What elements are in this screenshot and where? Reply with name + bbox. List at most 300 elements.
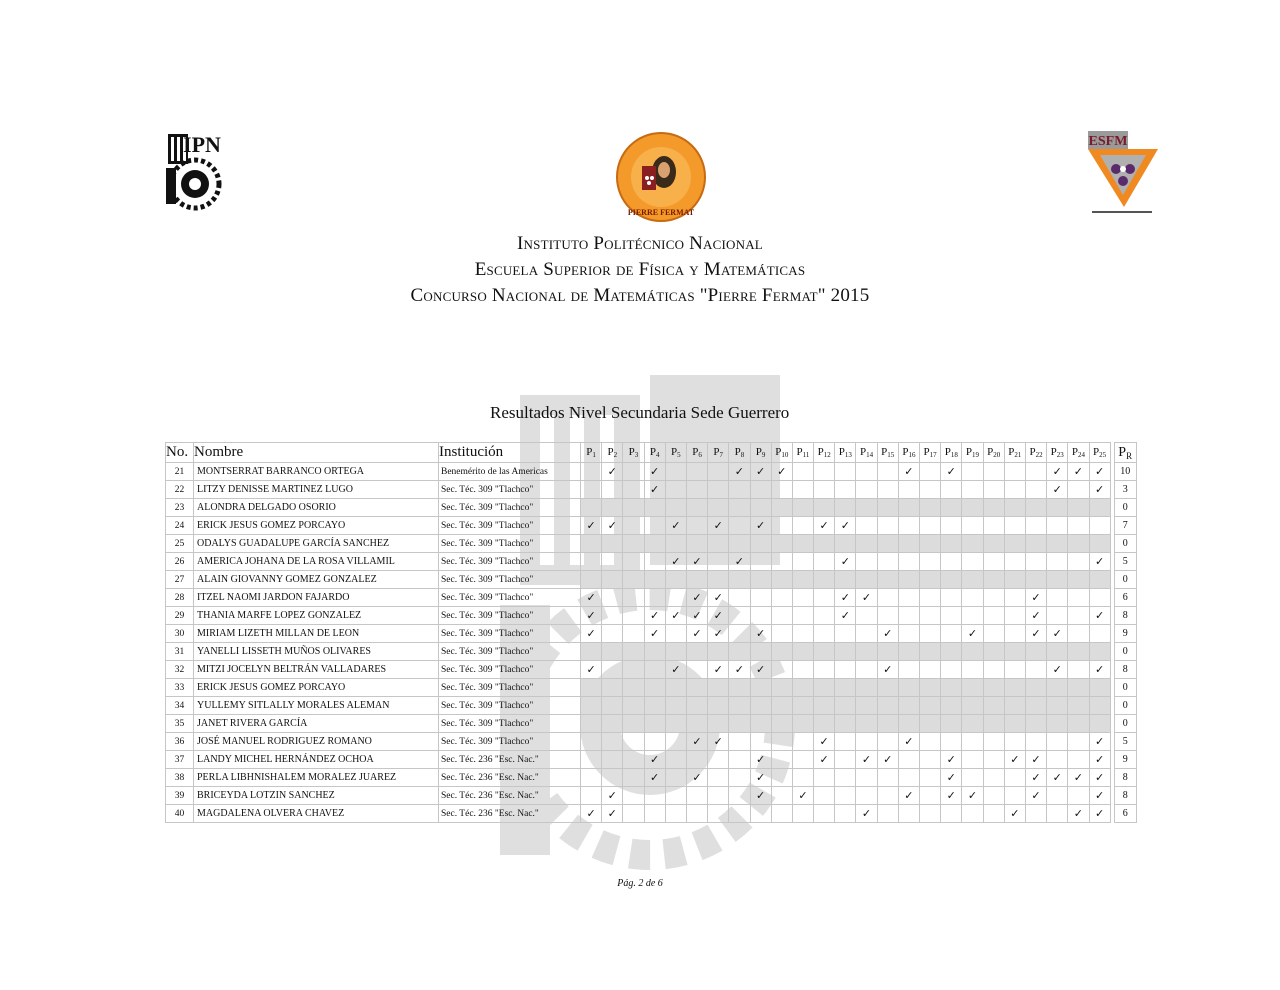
problem-cell-empty <box>665 499 686 517</box>
problem-cell-empty <box>686 499 707 517</box>
problem-cell-empty <box>771 751 792 769</box>
student-name: MIRIAM LIZETH MILLAN DE LEON <box>194 625 439 643</box>
problem-cell-empty <box>814 553 835 571</box>
problem-cell-empty <box>856 625 877 643</box>
col-header-p19: $P_{19}$ <box>962 443 983 463</box>
check-mark-icon: ✓ <box>856 589 877 607</box>
problem-cell-empty <box>1004 463 1025 481</box>
problem-cell-empty <box>983 787 1004 805</box>
problem-cell-empty <box>792 679 813 697</box>
problem-cell-empty <box>686 463 707 481</box>
problem-cell-empty <box>750 553 771 571</box>
problem-cell-empty <box>920 625 941 643</box>
problem-cell-empty <box>792 643 813 661</box>
problem-cell-empty <box>814 607 835 625</box>
check-mark-icon: ✓ <box>644 463 665 481</box>
check-mark-icon: ✓ <box>644 607 665 625</box>
total-score: 0 <box>1114 643 1136 661</box>
problem-cell-empty <box>962 769 983 787</box>
check-mark-icon: ✓ <box>835 589 856 607</box>
problem-cell-empty <box>835 751 856 769</box>
institution-name: Sec. Téc. 309 "Tlachco" <box>439 607 581 625</box>
table-row <box>166 607 1137 625</box>
problem-cell-empty <box>792 661 813 679</box>
check-mark-icon: ✓ <box>686 553 707 571</box>
problem-cell-empty <box>750 535 771 553</box>
problem-cell-empty <box>1068 715 1089 733</box>
col-header-p23: $P_{23}$ <box>1047 443 1068 463</box>
total-score: 8 <box>1114 769 1136 787</box>
problem-cell-empty <box>1047 571 1068 589</box>
problem-cell-empty <box>750 805 771 823</box>
problem-cell-empty <box>814 769 835 787</box>
col-header-p3: $P_3$ <box>623 443 644 463</box>
problem-cell-empty <box>729 625 750 643</box>
problem-cell-empty <box>1025 535 1046 553</box>
fermat-logo-text: PIERRE FERMAT <box>627 208 695 217</box>
problem-cell-empty <box>835 499 856 517</box>
problem-cell-empty <box>623 517 644 535</box>
problem-cell-empty <box>644 697 665 715</box>
problem-cell-empty <box>877 769 898 787</box>
problem-cell-empty <box>814 787 835 805</box>
problem-cell-empty <box>877 643 898 661</box>
check-mark-icon: ✓ <box>708 661 729 679</box>
row-number: 25 <box>166 535 194 553</box>
problem-cell-empty <box>1004 535 1025 553</box>
check-mark-icon: ✓ <box>581 625 602 643</box>
problem-cell-empty <box>814 589 835 607</box>
col-header-p12: $P_{12}$ <box>814 443 835 463</box>
check-mark-icon: ✓ <box>1089 751 1110 769</box>
check-mark-icon: ✓ <box>1089 553 1110 571</box>
problem-cell-empty <box>920 499 941 517</box>
problem-cell-empty <box>983 661 1004 679</box>
check-mark-icon: ✓ <box>941 751 962 769</box>
problem-cell-empty <box>581 643 602 661</box>
problem-cell-empty <box>962 463 983 481</box>
problem-cell-empty <box>1089 715 1110 733</box>
problem-cell-empty <box>581 751 602 769</box>
problem-cell-empty <box>1004 517 1025 535</box>
col-header-p21: $P_{21}$ <box>1004 443 1025 463</box>
check-mark-icon: ✓ <box>1025 751 1046 769</box>
student-name: JOSÉ MANUEL RODRIGUEZ ROMANO <box>194 733 439 751</box>
total-score: 8 <box>1114 661 1136 679</box>
check-mark-icon: ✓ <box>941 787 962 805</box>
table-row <box>166 463 1137 481</box>
problem-cell-empty <box>941 607 962 625</box>
col-header-p20: $P_{20}$ <box>983 443 1004 463</box>
problem-cell-empty <box>877 553 898 571</box>
institution-name: Sec. Téc. 309 "Tlachco" <box>439 589 581 607</box>
problem-cell-empty <box>962 679 983 697</box>
problem-cell-empty <box>1089 535 1110 553</box>
problem-cell-empty <box>729 535 750 553</box>
check-mark-icon: ✓ <box>686 733 707 751</box>
col-header-p11: $P_{11}$ <box>792 443 813 463</box>
problem-cell-empty <box>856 643 877 661</box>
check-mark-icon: ✓ <box>814 751 835 769</box>
check-mark-icon: ✓ <box>602 787 623 805</box>
col-header-p6: $P_6$ <box>686 443 707 463</box>
col-header-p4: $P_4$ <box>644 443 665 463</box>
problem-cell-empty <box>877 499 898 517</box>
check-mark-icon: ✓ <box>750 517 771 535</box>
student-name: ERICK JESUS GOMEZ PORCAYO <box>194 679 439 697</box>
student-name: YANELLI LISSETH MUÑOS OLIVARES <box>194 643 439 661</box>
row-number: 31 <box>166 643 194 661</box>
problem-cell-empty <box>941 697 962 715</box>
student-name: BRICEYDA LOTZIN SANCHEZ <box>194 787 439 805</box>
problem-cell-empty <box>898 715 919 733</box>
problem-cell-empty <box>983 517 1004 535</box>
check-mark-icon: ✓ <box>1025 607 1046 625</box>
problem-cell-empty <box>1068 589 1089 607</box>
problem-cell-empty <box>983 733 1004 751</box>
institution-name: Sec. Téc. 309 "Tlachco" <box>439 571 581 589</box>
problem-cell-empty <box>1004 661 1025 679</box>
problem-cell-empty <box>623 661 644 679</box>
problem-cell-empty <box>708 787 729 805</box>
problem-cell-empty <box>877 607 898 625</box>
check-mark-icon: ✓ <box>686 607 707 625</box>
problem-cell-empty <box>983 553 1004 571</box>
problem-cell-empty <box>644 715 665 733</box>
table-row <box>166 733 1137 751</box>
col-header-p18: $P_{18}$ <box>941 443 962 463</box>
check-mark-icon: ✓ <box>581 805 602 823</box>
institution-name: Sec. Téc. 309 "Tlachco" <box>439 625 581 643</box>
problem-cell-empty <box>623 607 644 625</box>
problem-cell-empty <box>792 589 813 607</box>
problem-cell-empty <box>581 715 602 733</box>
problem-cell-empty <box>623 499 644 517</box>
problem-cell-empty <box>1004 625 1025 643</box>
problem-cell-empty <box>962 697 983 715</box>
total-score: 0 <box>1114 679 1136 697</box>
problem-cell-empty <box>581 769 602 787</box>
problem-cell-empty <box>1068 517 1089 535</box>
problem-cell-empty <box>729 769 750 787</box>
institution-name: Sec. Téc. 309 "Tlachco" <box>439 715 581 733</box>
check-mark-icon: ✓ <box>1068 769 1089 787</box>
problem-cell-empty <box>623 535 644 553</box>
problem-cell-empty <box>708 481 729 499</box>
problem-cell-empty <box>1047 805 1068 823</box>
problem-cell-empty <box>814 805 835 823</box>
problem-cell-empty <box>856 733 877 751</box>
problem-cell-empty <box>1025 661 1046 679</box>
problem-cell-empty <box>1068 787 1089 805</box>
problem-cell-empty <box>877 787 898 805</box>
problem-cell-empty <box>941 481 962 499</box>
problem-cell-empty <box>729 643 750 661</box>
total-score: 0 <box>1114 535 1136 553</box>
problem-cell-empty <box>623 679 644 697</box>
row-number: 33 <box>166 679 194 697</box>
col-header-p24: $P_{24}$ <box>1068 443 1089 463</box>
check-mark-icon: ✓ <box>708 589 729 607</box>
problem-cell-empty <box>962 607 983 625</box>
problem-cell-empty <box>602 751 623 769</box>
problem-cell-empty <box>835 535 856 553</box>
problem-cell-empty <box>1025 733 1046 751</box>
problem-cell-empty <box>708 535 729 553</box>
problem-cell-empty <box>835 463 856 481</box>
problem-cell-empty <box>835 787 856 805</box>
problem-cell-empty <box>729 805 750 823</box>
check-mark-icon: ✓ <box>792 787 813 805</box>
check-mark-icon: ✓ <box>602 517 623 535</box>
problem-cell-empty <box>962 805 983 823</box>
problem-cell-empty <box>708 571 729 589</box>
problem-cell-empty <box>983 805 1004 823</box>
problem-cell-empty <box>856 715 877 733</box>
institution-name: Sec. Téc. 309 "Tlachco" <box>439 661 581 679</box>
student-name: JANET RIVERA GARCÍA <box>194 715 439 733</box>
problem-cell-empty <box>729 571 750 589</box>
problem-cell-empty <box>1004 589 1025 607</box>
problem-cell-empty <box>623 769 644 787</box>
problem-cell-empty <box>665 679 686 697</box>
col-header-p5: $P_5$ <box>665 443 686 463</box>
problem-cell-empty <box>856 607 877 625</box>
problem-cell-empty <box>729 751 750 769</box>
problem-cell-empty <box>750 715 771 733</box>
col-header-p17: $P_{17}$ <box>920 443 941 463</box>
problem-cell-empty <box>623 643 644 661</box>
problem-cell-empty <box>920 787 941 805</box>
problem-cell-empty <box>877 517 898 535</box>
check-mark-icon: ✓ <box>856 805 877 823</box>
problem-cell-empty <box>1089 571 1110 589</box>
problem-cell-empty <box>941 625 962 643</box>
total-score: 10 <box>1114 463 1136 481</box>
problem-cell-empty <box>1047 589 1068 607</box>
problem-cell-empty <box>708 805 729 823</box>
problem-cell-empty <box>983 571 1004 589</box>
problem-cell-empty <box>898 571 919 589</box>
problem-cell-empty <box>920 679 941 697</box>
problem-cell-empty <box>941 715 962 733</box>
institution-name: Sec. Téc. 309 "Tlachco" <box>439 697 581 715</box>
check-mark-icon: ✓ <box>1025 589 1046 607</box>
problem-cell-empty <box>665 535 686 553</box>
problem-cell-empty <box>835 481 856 499</box>
problem-cell-empty <box>1089 697 1110 715</box>
problem-cell-empty <box>856 769 877 787</box>
problem-cell-empty <box>581 571 602 589</box>
problem-cell-empty <box>602 571 623 589</box>
check-mark-icon: ✓ <box>665 553 686 571</box>
problem-cell-empty <box>983 697 1004 715</box>
problem-cell-empty <box>792 805 813 823</box>
esfm-logo-text: ESFM <box>1088 134 1128 149</box>
row-number: 34 <box>166 697 194 715</box>
institution-name: Sec. Téc. 309 "Tlachco" <box>439 679 581 697</box>
problem-cell-empty <box>983 769 1004 787</box>
problem-cell-empty <box>708 553 729 571</box>
problem-cell-empty <box>877 805 898 823</box>
check-mark-icon: ✓ <box>581 517 602 535</box>
problem-cell-empty <box>920 535 941 553</box>
check-mark-icon: ✓ <box>729 553 750 571</box>
problem-cell-empty <box>983 607 1004 625</box>
problem-cell-empty <box>771 517 792 535</box>
problem-cell-empty <box>771 787 792 805</box>
problem-cell-empty <box>792 535 813 553</box>
problem-cell-empty <box>771 679 792 697</box>
problem-cell-empty <box>1025 571 1046 589</box>
problem-cell-empty <box>1089 499 1110 517</box>
problem-cell-empty <box>792 769 813 787</box>
problem-cell-empty <box>1089 643 1110 661</box>
problem-cell-empty <box>623 697 644 715</box>
fermat-contest-logo <box>612 132 710 222</box>
table-row <box>166 715 1137 733</box>
problem-cell-empty <box>877 733 898 751</box>
problem-cell-empty <box>983 679 1004 697</box>
problem-cell-empty <box>686 571 707 589</box>
problem-cell-empty <box>771 553 792 571</box>
institution-name: Sec. Téc. 236 "Esc. Nac." <box>439 787 581 805</box>
problem-cell-empty <box>920 463 941 481</box>
problem-cell-empty <box>623 751 644 769</box>
problem-cell-empty <box>856 463 877 481</box>
problem-cell-empty <box>686 715 707 733</box>
problem-cell-empty <box>665 787 686 805</box>
problem-cell-empty <box>623 589 644 607</box>
problem-cell-empty <box>686 643 707 661</box>
problem-cell-empty <box>835 697 856 715</box>
col-header-p7: $P_7$ <box>708 443 729 463</box>
problem-cell-empty <box>1004 715 1025 733</box>
problem-cell-empty <box>941 661 962 679</box>
problem-cell-empty <box>644 661 665 679</box>
total-score: 8 <box>1114 607 1136 625</box>
check-mark-icon: ✓ <box>898 463 919 481</box>
problem-cell-empty <box>602 481 623 499</box>
check-mark-icon: ✓ <box>602 463 623 481</box>
problem-cell-empty <box>814 661 835 679</box>
problem-cell-empty <box>581 679 602 697</box>
problem-cell-empty <box>708 697 729 715</box>
total-score: 3 <box>1114 481 1136 499</box>
problem-cell-empty <box>1004 607 1025 625</box>
problem-cell-empty <box>920 643 941 661</box>
check-mark-icon: ✓ <box>750 787 771 805</box>
problem-cell-empty <box>1025 697 1046 715</box>
check-mark-icon: ✓ <box>1004 805 1025 823</box>
problem-cell-empty <box>814 715 835 733</box>
ipn-logo <box>164 128 226 212</box>
table-row <box>166 535 1137 553</box>
problem-cell-empty <box>665 463 686 481</box>
problem-cell-empty <box>665 697 686 715</box>
check-mark-icon: ✓ <box>1025 787 1046 805</box>
problem-cell-empty <box>814 679 835 697</box>
check-mark-icon: ✓ <box>729 463 750 481</box>
problem-cell-empty <box>920 517 941 535</box>
problem-cell-empty <box>686 481 707 499</box>
problem-cell-empty <box>771 499 792 517</box>
problem-cell-empty <box>771 643 792 661</box>
problem-cell-empty <box>1047 607 1068 625</box>
check-mark-icon: ✓ <box>750 769 771 787</box>
total-score: 0 <box>1114 571 1136 589</box>
problem-cell-empty <box>581 697 602 715</box>
problem-cell-empty <box>771 625 792 643</box>
problem-cell-empty <box>1004 553 1025 571</box>
problem-cell-empty <box>898 517 919 535</box>
problem-cell-empty <box>1068 571 1089 589</box>
check-mark-icon: ✓ <box>581 661 602 679</box>
problem-cell-empty <box>581 553 602 571</box>
problem-cell-empty <box>941 589 962 607</box>
col-header-institution: Institución <box>439 443 581 463</box>
institution-name: Sec. Téc. 309 "Tlachco" <box>439 517 581 535</box>
problem-cell-empty <box>856 697 877 715</box>
student-name: MAGDALENA OLVERA CHAVEZ <box>194 805 439 823</box>
problem-cell-empty <box>729 517 750 535</box>
problem-cell-empty <box>771 571 792 589</box>
problem-cell-empty <box>665 589 686 607</box>
problem-cell-empty <box>602 607 623 625</box>
problem-cell-empty <box>686 517 707 535</box>
total-score: 0 <box>1114 715 1136 733</box>
institution-name: Sec. Téc. 309 "Tlachco" <box>439 643 581 661</box>
row-number: 40 <box>166 805 194 823</box>
problem-cell-empty <box>708 643 729 661</box>
problem-cell-empty <box>1047 535 1068 553</box>
check-mark-icon: ✓ <box>1089 661 1110 679</box>
problem-cell-empty <box>962 517 983 535</box>
institution-name: Sec. Téc. 309 "Tlachco" <box>439 481 581 499</box>
problem-cell-empty <box>898 553 919 571</box>
check-mark-icon: ✓ <box>1068 463 1089 481</box>
problem-cell-empty <box>983 625 1004 643</box>
problem-cell-empty <box>623 805 644 823</box>
problem-cell-empty <box>856 661 877 679</box>
problem-cell-empty <box>644 805 665 823</box>
col-header-p25: $P_{25}$ <box>1089 443 1110 463</box>
problem-cell-empty <box>623 715 644 733</box>
check-mark-icon: ✓ <box>877 661 898 679</box>
problem-cell-empty <box>1047 697 1068 715</box>
problem-cell-empty <box>1047 733 1068 751</box>
table-row <box>166 643 1137 661</box>
check-mark-icon: ✓ <box>1089 805 1110 823</box>
check-mark-icon: ✓ <box>1068 805 1089 823</box>
problem-cell-empty <box>1025 481 1046 499</box>
student-name: MONTSERRAT BARRANCO ORTEGA <box>194 463 439 481</box>
total-score: 9 <box>1114 625 1136 643</box>
problem-cell-empty <box>962 571 983 589</box>
problem-cell-empty <box>665 805 686 823</box>
table-row <box>166 679 1137 697</box>
problem-cell-empty <box>1089 679 1110 697</box>
problem-cell-empty <box>686 661 707 679</box>
row-number: 28 <box>166 589 194 607</box>
check-mark-icon: ✓ <box>665 607 686 625</box>
row-number: 36 <box>166 733 194 751</box>
problem-cell-empty <box>920 805 941 823</box>
results-table <box>165 442 1137 823</box>
problem-cell-empty <box>686 787 707 805</box>
problem-cell-empty <box>644 787 665 805</box>
problem-cell-empty <box>898 499 919 517</box>
